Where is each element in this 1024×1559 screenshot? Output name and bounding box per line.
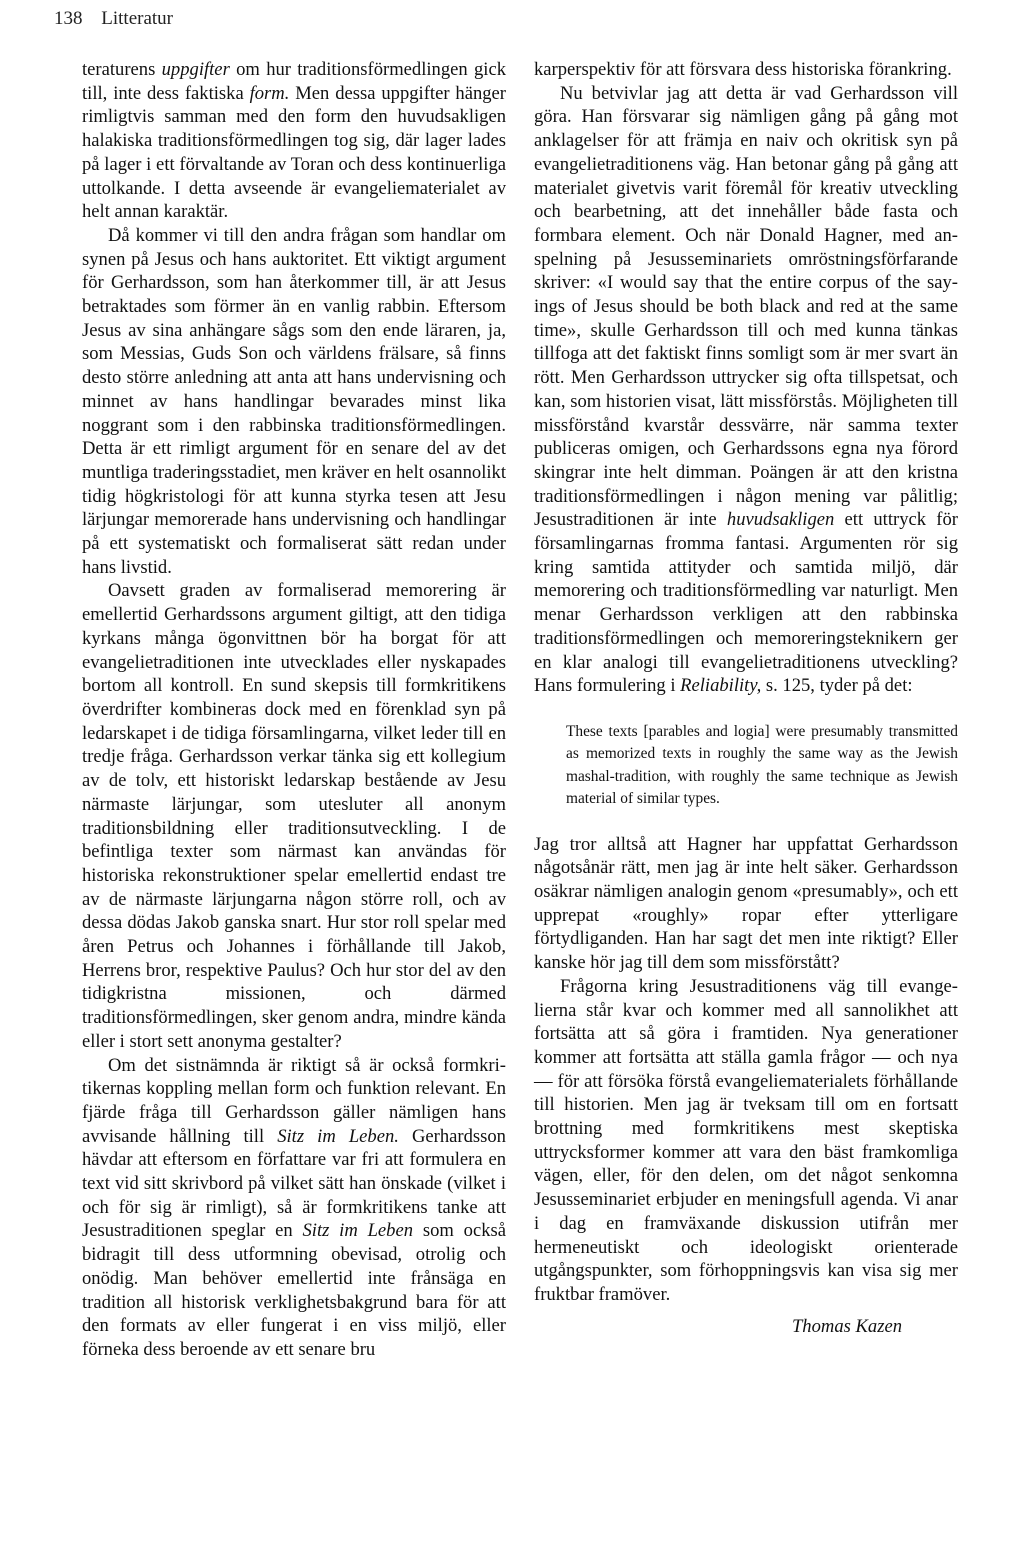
- text-run: Om det sistnämnda är riktigt så är också formkritikernas koppling mellan form och funktion relevant. En fjärde fråga till Gerhardsson gäller nämligen hans avvisande hållning till: [82, 1054, 506, 1147]
- section-title: Litteratur: [101, 8, 173, 29]
- left-column: [82, 58, 506, 1362]
- italic-term: uppgifter: [161, 59, 230, 80]
- paragraph: [82, 58, 506, 224]
- italic-term: huvudsakligen: [726, 509, 835, 531]
- paragraph: Oavsett graden av formaliserad memorering är emellertid Gerhardssons argument giltigt, att den tidiga kyrkans många ögonvittnen bör ha borgat för att evangelietraditionen inte utvecklades eller nyskapades bortom all kontroll. En sund skepsis till formkritikens överdrifter kombineras dock med en förenklad syn på ledarskapet i de tidiga församlingarna, vilket leder till en tredje fråga. Gerhardsson verkar tänka sig ett kollegium av de tolv, ett historiskt ledarskap bestående av Jesu närmaste lärjungar, som utesluter all anonym traditionsbildning eller traditionsutveckling. I de befintliga texter som närmast kan användas för historiska rekonstruktioner spelar emellertid endast tre av de närmaste lärjungarna någon större roll, och av dessa dödas Jakob ganska snart. Hur stor roll spelar med åren Petrus och Johannes i förhållande till Jakob, Herrens bror, respektive Paulus? Och hur stor del av den tidigkristna missionen, och därmed traditionsförmedlingen, sker genom andra, mindre kända eller i stort sett anonyma gestalter?: [82, 580, 506, 1052]
- paragraph: Jag tror alltså att Hagner har uppfattat Gerhardsson någotsånär rätt, men jag är inte helt säker. Gerhardsson osäkrar nämligen analogin genom «presumably», och ett upprepat «roughly» ropar efter ytterligare förtydliganden. Han har sagt det men inte riktigt? Eller kanske hör jag till dem som missförstått?: [534, 833, 958, 974]
- running-header: [54, 8, 173, 30]
- right-column: [534, 58, 958, 1338]
- text-run: ett uttryck för församlingarnas fromma fantasi. Argumenten rör sig kring samtida attityder och samtida miljö, där memorering och traditionsförmedling var naturligt. Men menar Gerhardsson verkligen att den rabbinska traditionsförmedlingen och memoreringsteknikern ger en klar analogi till evangelietraditionens utveckling? Hans formulering i: [534, 509, 958, 697]
- page-number: 138: [54, 8, 83, 29]
- paragraph: karperspektiv för att försvara dess historiska förankring.: [534, 59, 952, 80]
- text-run: Gerhardsson hävdar att eftersom en författare var fri att formulera en text vid sitt skrivbord på vilket sätt han önskade (vilket i och för sig är rimligt), så är formkritikens tanke att Jesustraditionen speglar en: [82, 1125, 506, 1242]
- italic-term: Reliability,: [680, 675, 762, 697]
- author-signature: Thomas Kazen: [791, 1315, 902, 1337]
- block-quote: These texts [parables and logia] were presumably transmitted as memorized texts in roughly the same way as the Jewish mashal-tradition, with roughly the same technique as Jewish material of similar types.: [566, 722, 958, 808]
- paragraph: [82, 1054, 506, 1362]
- text-run: s. 125, tyder på det:: [761, 675, 913, 697]
- paragraph: Då kommer vi till den andra frågan som handlar om synen på Jesus och hans auktoritet. Ett viktigt argument för Gerhardsson, som han återkommer till, är att Jesus betraktades som förmer än en vanlig rabbin. Eftersom Jesus av sina anhängare sågs som den ende läraren, ja, som Messias, Guds Son och världens frälsare, så finns desto större anledning att anta att hans undervisning och minnet av hans handlingar bevarades minst lika noggrant som i den rabbinska traditionsförmedlingen. Detta är ett rimligt argument för en senare del av det muntliga traderingsstadiet, men kräver en helt osannolikt tidig högkristologi för att kunna styrka tesen att Jesu lärjungar memorerade hans undervisning och handlingar på ett systematiskt och formaliserat sätt redan under hans livstid.: [82, 224, 506, 578]
- text-run: Nu betvivlar jag att detta är vad Gerhardsson vill göra. Han försvarar sig nämligen gång på gång mot anklagelser för att främja en naiv och okritisk syn på evangelietraditionens väg. Han betonar gång på gång att materialet givetvis varit föremål för kreativ utveckling och bearbetning, att det innehåller både fasta och formbara element. Och när Donald Hagner, med anspelning på Jesusseminariets omröstningsförfarande skriver: «I would say that the entire corpus of the sayings of Jesus should be both black and red at the same time», skulle Gerhardsson till och med kunna tänkas tillfoga att det faktiskt finns somligt som är mer svart än rött. Men Gerhardsson uttrycker sig ofta tillspetsat, och kan, som historien visat, lätt missförstås. Möjligheten till missförstånd kvarstår dessvärre, när samma texter publiceras omigen, och Gerhardssons egna nya förord skingrar inte helt dimman. Poängen är att den kristna traditionsförmedlingen i någon mening var pålitlig; Jesustraditionen är inte: [534, 82, 958, 531]
- italic-term: Sitz im Leben.: [277, 1125, 399, 1147]
- text-run: teraturens: [82, 59, 162, 80]
- text-run: Men dessa uppgifter hänger rimligtvis samman med den form den huvudsakligen halakiska traditionsförmedlingen tog sig, där lager lades på lager i ett förvaltande av Toran och dess kontinuerliga uttolkande. I detta avseende är evangeliematerialet av helt annan karaktär.: [82, 82, 506, 223]
- text-run: som också bidragit till dess utformning obevisad, otrolig och onödig. Man behöver emellertid inte frånsäga en tradition all historisk verklighetsbakgrund bara för att den formats av eller fungerat i en viss miljö, eller förneka dess beroende av ett senare bru: [82, 1220, 506, 1360]
- paragraph: [534, 82, 958, 698]
- italic-term: Sitz im Leben: [302, 1220, 414, 1242]
- paragraph: Frågorna kring Jesustraditionens väg till evangelierna står kvar och kommer med all sannolikhet att fortsätta att så göra i framtiden. Nya generationer kommer att fortsätta att ställa gamla frågor — och nya — för att försöka förstå evangeliematerialets förhållande till historien. Men jag är tveksam till om en fortsatt brottning med formkritikens mest skeptiska uttrycksformer kommer att vara den bäst framkomliga vägen, eller, för den delen, om det något senkomna Jesusseminariet erbjuder en meningsfull agenda. Vi anar i dag en framväxande diskussion utifrån mer hermeneutiskt och ideologiskt orienterade utgångspunkter, som förhoppningsvis kan visa sig mer fruktbar framöver.: [534, 975, 958, 1305]
- text-run: om hur traditionsförmedlingen gick till, inte dess faktiska: [82, 59, 507, 104]
- italic-term: form.: [249, 82, 290, 104]
